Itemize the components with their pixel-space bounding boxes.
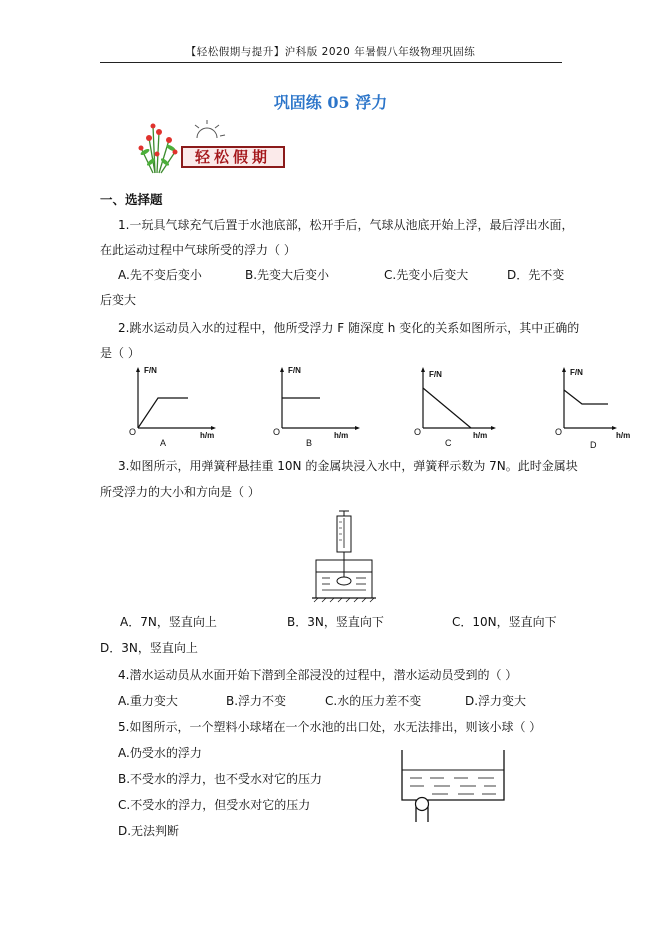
q5-option-a: A.仍受水的浮力 xyxy=(118,746,202,760)
q2-text-line1: 2.跳水运动员入水的过程中，他所受浮力 F 随深度 h 变化的关系如图所示，其中正确的 xyxy=(118,321,580,335)
q3-option-c: C．10N，竖直向下 xyxy=(452,615,557,629)
spring-scale-figure xyxy=(312,508,382,608)
graph-c-origin: O xyxy=(414,427,422,437)
q1-text-line2: 在此运动过程中气球所受的浮力（ ） xyxy=(100,243,296,257)
graph-d-y-axis: F/N xyxy=(570,368,583,377)
q1-option-d-cont: 后变大 xyxy=(100,293,137,307)
graph-c-label: C xyxy=(445,438,452,448)
header-divider xyxy=(100,62,562,63)
graph-a-origin: O xyxy=(129,427,137,437)
graph-b-y-axis: F/N xyxy=(288,366,301,375)
graph-a-y-axis: F/N xyxy=(144,366,157,375)
q3-option-d: D．3N，竖直向上 xyxy=(100,641,198,655)
graph-b-origin: O xyxy=(273,427,281,437)
graph-a xyxy=(128,366,238,456)
page-title: 巩固练 05 浮力 xyxy=(273,93,388,112)
q4-option-c: C.水的压力差不变 xyxy=(325,694,422,708)
q1-option-b: B.先变大后变小 xyxy=(245,268,330,282)
graph-b-x-axis: h/m xyxy=(334,431,349,440)
q3-option-b: B．3N，竖直向下 xyxy=(287,615,384,629)
graph-b xyxy=(272,366,382,456)
q5-option-b: B.不受水的浮力，也不受水对它的压力 xyxy=(118,772,323,786)
q5-text-line1: 5.如图所示，一个塑料小球堵在一个水池的出口处，水无法排出，则该小球（ ） xyxy=(118,720,542,734)
q3-text-line1: 3.如图所示，用弹簧秤悬挂重 10N 的金属块浸入水中，弹簧秤示数为 7N。此时金属块 xyxy=(118,459,578,473)
holiday-stamp: 轻松假期 xyxy=(181,146,285,168)
graph-d-x-axis: h/m xyxy=(616,431,631,440)
q4-option-d: D.浮力变大 xyxy=(465,694,527,708)
graph-b-label: B xyxy=(306,438,313,448)
q2-text-line2: 是（ ） xyxy=(100,346,140,360)
graph-d-origin: O xyxy=(555,427,563,437)
graph-a-label: A xyxy=(160,438,167,448)
q5-option-d: D.无法判断 xyxy=(118,824,180,838)
graph-d-label: D xyxy=(590,440,597,450)
section-heading: 一、选择题 xyxy=(100,192,163,207)
q3-option-a: A．7N，竖直向上 xyxy=(120,615,217,629)
q5-option-c: C.不受水的浮力，但受水对它的压力 xyxy=(118,798,311,812)
q1-option-c: C.先变小后变大 xyxy=(384,268,469,282)
water-tank-figure xyxy=(398,748,510,826)
graph-c-x-axis: h/m xyxy=(473,431,488,440)
q4-text-line1: 4.潜水运动员从水面开始下潜到全部浸没的过程中，潜水运动员受到的（ ） xyxy=(118,668,518,682)
q1-option-a: A.先不变后变小 xyxy=(118,268,202,282)
q4-option-b: B.浮力不变 xyxy=(226,694,287,708)
q1-option-d: D．先不变 xyxy=(507,268,565,282)
graph-c-y-axis: F/N xyxy=(429,370,442,379)
holiday-banner-logo xyxy=(135,118,295,174)
q4-option-a: A.重力变大 xyxy=(118,694,178,708)
q1-text-line1: 1.一玩具气球充气后置于水池底部，松开手后，气球从池底开始上浮，最后浮出水面， xyxy=(118,218,574,232)
graph-c xyxy=(413,366,523,456)
graph-a-x-axis: h/m xyxy=(200,431,215,440)
q3-text-line2: 所受浮力的大小和方向是（ ） xyxy=(100,485,260,499)
page-header: 【轻松假期与提升】沪科版 2020 年暑假八年级物理巩固练 xyxy=(185,46,476,58)
graph-d xyxy=(554,366,654,456)
